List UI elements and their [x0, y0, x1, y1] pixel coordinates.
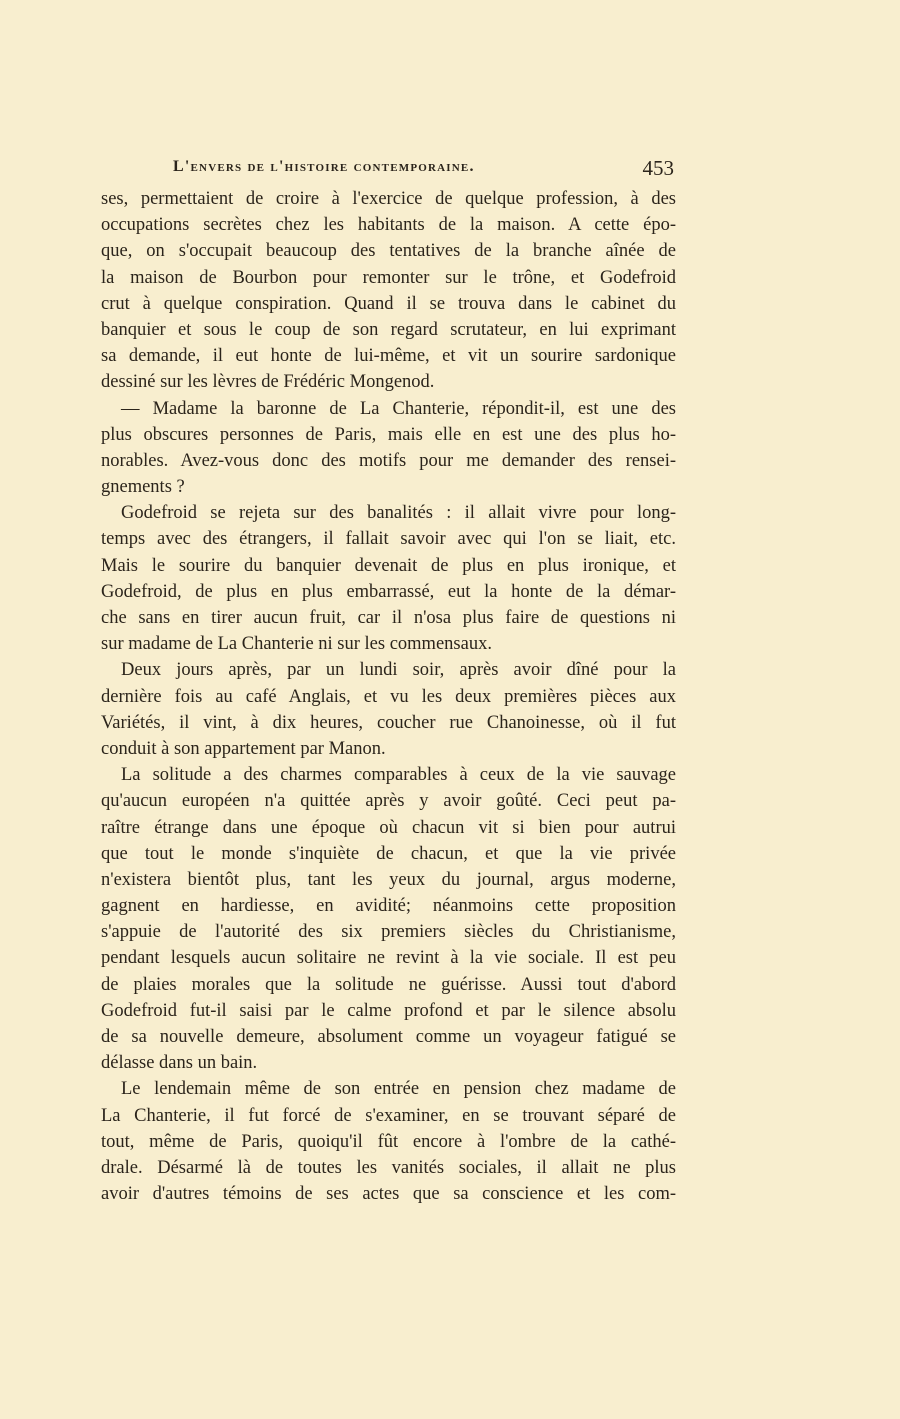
paragraph — [101, 762, 676, 1076]
paragraph — [101, 500, 676, 657]
text-line: que tout le monde s'inquiète de chacun, et que la vie privée — [101, 843, 676, 864]
text-line: raître étrange dans une époque où chacun vit si bien pour autrui — [101, 817, 676, 838]
text-line: che sans en tirer aucun fruit, car il n'osa plus faire de questions ni — [101, 608, 676, 628]
text-line: sa demande, il eut honte de lui-même, et vit un sourire sardonique — [101, 346, 676, 367]
text-line: La Chanterie, il fut forcé de s'examiner, en se trouvant séparé de — [101, 1105, 676, 1126]
text-line: sur madame de La Chanterie ni sur les commensaux. — [101, 634, 492, 655]
text-line: gagnent en hardiesse, en avidité; néanmoins cette proposition — [101, 896, 676, 917]
text-line: pendant lesquels aucun solitaire ne revint à la vie sociale. Il est peu — [101, 948, 676, 969]
text-line: Godefroid, de plus en plus embarrassé, eut la honte de la démar- — [101, 581, 676, 602]
running-head — [101, 156, 676, 186]
text-line: conduit à son appartement par Manon. — [101, 738, 386, 759]
book-page — [101, 156, 676, 1207]
text-line: n'existera bientôt plus, tant les yeux du journal, argus moderne, — [101, 869, 676, 890]
text-line: norables. Avez-vous donc des motifs pour me demander des rensei- — [101, 450, 676, 471]
text-line: Deux jours après, par un lundi soir, après avoir dîné pour la — [121, 660, 676, 681]
paragraph — [101, 186, 676, 396]
page-body — [101, 186, 676, 1207]
text-line: s'appuie de l'autorité des six premiers siècles du Christianisme, — [101, 922, 676, 943]
text-line: Le lendemain même de son entrée en pension chez madame de — [121, 1079, 676, 1100]
running-head-title: L'envers de l'histoire contemporaine. — [173, 158, 475, 175]
text-line: Variétés, il vint, à dix heures, coucher rue Chanoinesse, où il fut — [101, 712, 676, 733]
text-line: délasse dans un bain. — [101, 1053, 258, 1074]
text-line: drale. Désarmé là de toutes les vanités sociales, il allait ne plus — [101, 1157, 676, 1178]
text-line: plus obscures personnes de Paris, mais elle en est une des plus ho- — [101, 424, 676, 445]
page-number: 453 — [642, 156, 674, 180]
text-line: occupations secrètes chez les habitants de la maison. A cette épo- — [101, 215, 676, 236]
text-line: tout, même de Paris, quoiqu'il fût encore à l'ombre de la cathé- — [101, 1131, 676, 1152]
text-line: Mais le sourire du banquier devenait de plus en plus ironique, et — [101, 555, 676, 576]
text-line: gnements ? — [101, 477, 185, 498]
paragraph — [101, 657, 676, 762]
text-line: Godefroid fut-il saisi par le calme profond et par le silence absolu — [101, 1000, 676, 1021]
text-line: qu'aucun européen n'a quittée après y avoir goûté. Ceci peut pa- — [101, 791, 676, 812]
paragraph — [101, 1076, 676, 1207]
text-line: temps avec des étrangers, il fallait savoir avec qui l'on se liait, etc. — [101, 529, 676, 550]
text-line: dessiné sur les lèvres de Frédéric Mongenod. — [101, 372, 435, 393]
text-line: banquier et sous le coup de son regard scrutateur, en lui exprimant — [101, 319, 676, 340]
text-line: Godefroid se rejeta sur des banalités : il allait vivre pour long- — [121, 503, 676, 524]
text-line: de plaies morales que la solitude ne guérisse. Aussi tout d'abord — [101, 974, 676, 995]
text-line: La solitude a des charmes comparables à ceux de la vie sauvage — [121, 765, 676, 786]
text-line: dernière fois au café Anglais, et vu les deux premières pièces aux — [101, 686, 676, 707]
paragraph — [101, 396, 676, 501]
text-line: la maison de Bourbon pour remonter sur le trône, et Godefroid — [101, 267, 676, 288]
text-line: de sa nouvelle demeure, absolument comme un voyageur fatigué se — [101, 1027, 676, 1047]
text-line: crut à quelque conspiration. Quand il se trouva dans le cabinet du — [101, 293, 676, 314]
text-line: avoir d'autres témoins de ses actes que sa conscience et les com- — [101, 1184, 676, 1205]
text-line: — Madame la baronne de La Chanterie, répondit-il, est une des — [121, 398, 676, 419]
text-line: que, on s'occupait beaucoup des tentatives de la branche aînée de — [101, 241, 676, 262]
text-line: ses, permettaient de croire à l'exercice de quelque profession, à des — [101, 189, 676, 209]
